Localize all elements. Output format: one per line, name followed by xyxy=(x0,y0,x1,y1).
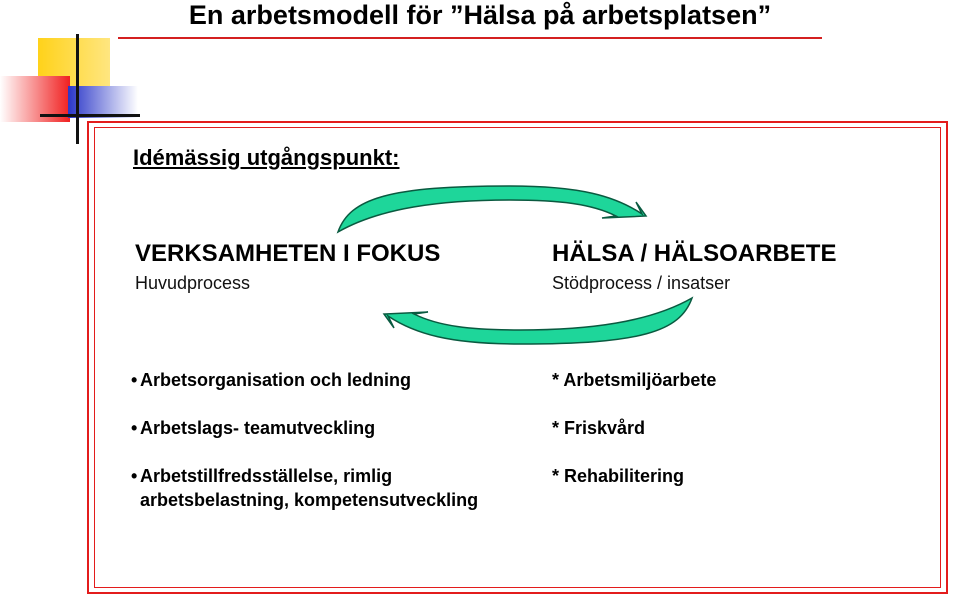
arrow-top xyxy=(338,186,646,232)
list-item: * Arbetsmiljöarbete xyxy=(552,370,717,390)
list-item: * Friskvård xyxy=(552,418,646,438)
page-title: En arbetsmodell för ”Hälsa på arbetsplatsen” xyxy=(188,0,772,30)
arrow-bottom xyxy=(384,298,692,344)
list-item: • Arbetsorganisation och ledning xyxy=(131,370,412,390)
list-item: • Arbetstillfredsställelse, rimlig arbetsbelastning, kompetensutveckling xyxy=(131,466,479,510)
title-underline xyxy=(118,37,822,39)
right-box-subtitle: Stödprocess / insatser xyxy=(552,273,731,293)
section-heading: Idémässig utgångspunkt: xyxy=(133,145,400,170)
left-box-title: VERKSAMHETEN I FOKUS xyxy=(135,240,441,267)
list-item: • Arbetslags- teamutveckling xyxy=(131,418,376,438)
right-box-title: HÄLSA / HÄLSOARBETE xyxy=(552,240,837,267)
list-item: * Rehabilitering xyxy=(552,466,685,486)
left-box-subtitle: Huvudprocess xyxy=(135,273,251,293)
